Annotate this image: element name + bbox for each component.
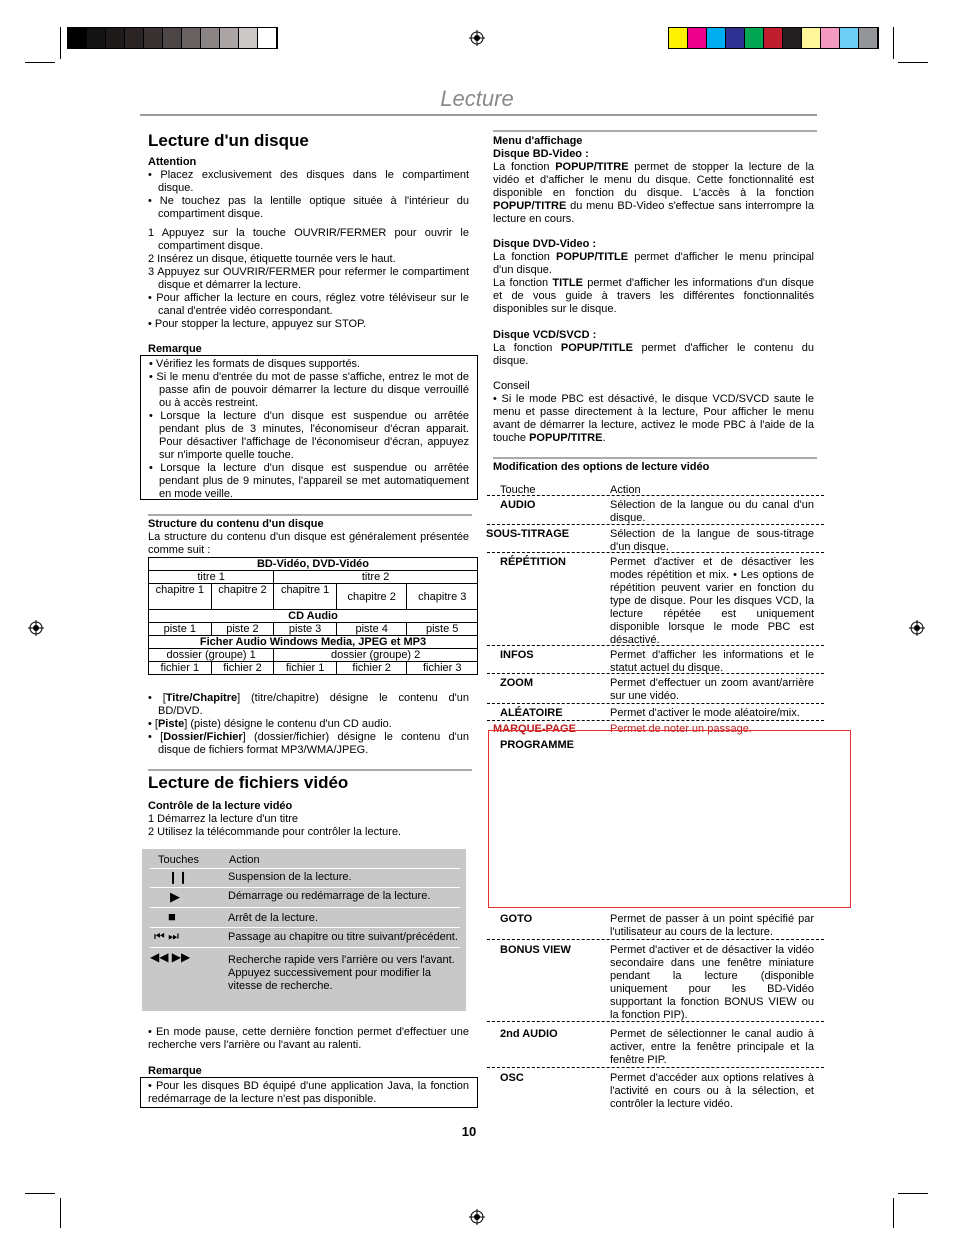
table-cell: chapitre 1 [274, 584, 337, 610]
color-swatch [688, 28, 707, 48]
controle-step: 2 Utilisez la télécommande pour contrôler la lecture. [148, 826, 402, 838]
highlight-box [488, 730, 851, 908]
remarque2-label: Remarque [148, 1065, 202, 1077]
controle-step: 1 Démarrez la lecture d'un titre [148, 813, 299, 825]
row-divider [487, 1067, 824, 1068]
row-divider [487, 720, 824, 721]
keys-table [142, 849, 466, 1011]
crop-mark [893, 27, 894, 59]
play-icon: ▶ [170, 889, 180, 904]
search-fast-icon: ◀◀ ▶▶ [150, 950, 191, 964]
grayscale-color-bar [67, 27, 278, 49]
option-key: 2nd AUDIO [500, 1028, 558, 1040]
option-key: PROGRAMME [500, 739, 574, 751]
option-key: AUDIO [500, 499, 536, 511]
step-item: • Pour afficher la lecture en cours, réglez votre téléviseur sur le canal d'entrée vidéo correspondant. [148, 292, 469, 317]
crop-mark [898, 62, 928, 63]
dvd-label: Disque DVD-Video : [493, 238, 597, 250]
option-action: Permet de passer à un point spécifié par l'utilisateur au cours de la lecture. [610, 913, 814, 938]
dvd-text-2: La fonction TITLE permet d'afficher les informations d'un disque et de vous guide à travers les différentes fonctionnalités disponibles sur le disque. [493, 277, 814, 315]
vcd-text: La fonction POPUP/TITLE permet d'afficher le contenu du disque. [493, 342, 814, 367]
option-key: INFOS [500, 649, 534, 661]
table-cell: dossier (groupe) 1 [149, 649, 274, 662]
attention-item: • Ne touchez pas la lentille optique située à l'intérieur du compartiment disque. [148, 195, 469, 220]
designations-list [148, 692, 469, 757]
keys-header-row [150, 852, 460, 869]
vcd-label: Disque VCD/SVCD : [493, 329, 597, 341]
row-divider [487, 552, 824, 553]
color-swatch [220, 28, 239, 48]
option-key: ZOOM [500, 677, 533, 689]
section-rule [493, 457, 817, 459]
option-key: BONUS VIEW [500, 944, 571, 956]
option-key: GOTO [500, 913, 533, 925]
color-swatch [144, 28, 163, 48]
table-cell: piste 5 [407, 623, 478, 636]
option-action: Sélection de la langue de sous-titrage d'un disque. [610, 528, 814, 553]
option-action: Permet d'afficher les informations et le statut actuel du disque. [610, 649, 814, 674]
color-swatch [258, 28, 277, 48]
color-swatch [859, 28, 878, 48]
section-title-lecture-disque: Lecture d'un disque [148, 131, 309, 150]
color-swatch [182, 28, 201, 48]
table-header-cd: CD Audio [149, 610, 478, 623]
menu-label: Menu d'affichage [493, 135, 583, 147]
table-cell: chapitre 2 [211, 584, 274, 610]
steps-list [148, 227, 469, 331]
keys-header-touches: Touches [158, 854, 199, 866]
conseil-label: Conseil [493, 380, 530, 392]
row-divider [487, 939, 824, 940]
color-swatch [669, 28, 688, 48]
key-action-text: Recherche rapide vers l'arrière ou vers l'avant. Appuyez successivement pour modifier la vitesse de recherche. [228, 954, 455, 992]
section-rule [493, 130, 817, 132]
keys-header-action: Action [229, 854, 260, 866]
page-title: Lecture [440, 86, 514, 111]
table-cell: fichier 3 [407, 662, 478, 675]
structure-intro: La structure du contenu d'un disque est généralement présentée comme suit : [148, 531, 469, 556]
table-header-bd: BD-Vidéo, DVD-Vidéo [149, 558, 478, 571]
crop-mark [893, 1198, 894, 1228]
color-swatch [163, 28, 182, 48]
color-swatch [764, 28, 783, 48]
remarque-item: • Si le menu d'entrée du mot de passe s'affiche, entrez le mot de passe afin de pouvoir démarrer la lecture du disque verrouillé ou à accès restreint. [149, 371, 469, 409]
registration-mark-icon [469, 1209, 485, 1225]
color-swatch [201, 28, 220, 48]
table-cell: fichier 2 [336, 662, 407, 675]
table-cell: dossier (groupe) 2 [274, 649, 478, 662]
crop-mark [25, 62, 55, 63]
option-key: SOUS-TITRAGE [486, 528, 570, 540]
color-swatch [726, 28, 745, 48]
table-cell: piste 2 [211, 623, 274, 636]
color-swatch [68, 28, 87, 48]
conseil-text: • Si le mode PBC est désactivé, le disque VCD/SVCD saute le menu et passe directement à la lecture, Pour afficher le menu avant de démarrer la lecture, activez le mode PBC à l'aide de la touche POPUP/TITRE. [493, 393, 814, 444]
option-action: Permet d'accéder aux options relatives à l'activité en cours ou à la sélection, et contrôler la lecture vidéo. [610, 1072, 814, 1110]
table-cell: piste 1 [149, 623, 212, 636]
stop-icon: ■ [168, 909, 176, 924]
color-swatch [106, 28, 125, 48]
table-cell: piste 4 [336, 623, 407, 636]
color-swatch [239, 28, 258, 48]
registration-mark-icon [909, 620, 925, 636]
option-key: OSC [500, 1072, 524, 1084]
option-action: Permet de sélectionner le canal audio à activer, entre la fenêtre principale et la fenêtre PIP. [610, 1028, 814, 1066]
page-number: 10 [461, 1124, 477, 1139]
step-item: • Pour stopper la lecture, appuyez sur STOP. [148, 318, 367, 330]
remarque-item: • Vérifiez les formats de disques supportés. [149, 358, 361, 370]
section-rule [148, 514, 472, 516]
option-key: RÉPÉTITION [500, 556, 567, 568]
table-cell: fichier 2 [211, 662, 274, 675]
table-cell: chapitre 2 [336, 584, 407, 610]
table-cell: fichier 1 [274, 662, 337, 675]
options-header-action: Action [610, 484, 641, 496]
remarque-item: • Lorsque la lecture d'un disque est suspendue ou arrêtée pendant plus de 3 minutes, l'économiseur d'écran apparait. Pour désactiver l'affichage de l'économiseur d'écran, appuyez sur n'importe quelle touche. [149, 410, 469, 461]
remarque-box [140, 355, 478, 500]
crop-mark [898, 1193, 928, 1194]
row-divider [487, 703, 824, 704]
dvd-text-1: La fonction POPUP/TITLE permet d'afficher le menu principal d'un disque. [493, 251, 815, 276]
color-swatch [745, 28, 764, 48]
section-title-fichiers-video: Lecture de fichiers vidéo [148, 773, 349, 792]
row-divider [487, 524, 824, 525]
pause-note: • En mode pause, cette dernière fonction permet d'effectuer une recherche vers l'arrière ou l'avant au ralenti. [148, 1026, 469, 1051]
key-action-text: Démarrage ou redémarrage de la lecture. [228, 890, 431, 902]
bd-text: La fonction POPUP/TITRE permet de stopper la lecture de la vidéo et d'afficher le menu du disque. Cette fonctionnalité est disponible en fonction du disque. L'accès à la fonction POPUP/TITRE du menu BD-Video s'effectue sans interrompre la lecture en cours. [493, 161, 815, 225]
section-rule [148, 769, 472, 771]
color-swatch [125, 28, 144, 48]
table-row [150, 948, 460, 1008]
table-row [150, 908, 460, 928]
color-swatch [821, 28, 840, 48]
cmyk-color-bar [668, 27, 879, 49]
pause-icon: ❙❙ [168, 870, 189, 884]
step-item: 2 Insérez un disque, étiquette tournée vers le haut. [148, 253, 396, 265]
modif-label: Modification des options de lecture vidéo [493, 461, 710, 473]
crop-mark [60, 27, 61, 59]
row-divider [487, 495, 824, 496]
table-header-fichier: Ficher Audio Windows Media, JPEG et MP3 [149, 636, 478, 649]
attention-label: Attention [148, 156, 197, 168]
table-cell: chapitre 3 [407, 584, 478, 610]
color-swatch [802, 28, 821, 48]
step-item: 3 Appuyez sur OUVRIR/FERMER pour refermer le compartiment disque et démarrer la lecture. [148, 266, 469, 291]
row-divider [487, 645, 824, 646]
crop-mark [60, 1198, 61, 1228]
option-action: Sélection de la langue ou du canal d'un disque. [610, 499, 814, 524]
remarque2-box [140, 1077, 478, 1108]
designation-item: • [Dossier/Fichier] (dossier/fichier) désigne le contenu d'un disque de fichiers format MP3/WMA/JPEG. [148, 731, 469, 756]
attention-item: • Placez exclusivement des disques dans le compartiment disque. [148, 169, 469, 194]
remarque-label: Remarque [148, 343, 202, 355]
key-action-text: Suspension de la lecture. [228, 871, 352, 883]
key-action-text: Passage au chapitre ou titre suivant/précédent. [228, 931, 458, 943]
option-action: Permet d'activer et de désactiver la vidéo secondaire dans une fenêtre miniature pendant la lecture (disponible uniquement pour les BD-Vidéo supportant la fonction BONUS VIEW ou la fonction PIP). [610, 944, 814, 1021]
option-action: Permet d'effectuer un zoom avant/arrière sur une vidéo. [610, 677, 814, 702]
remarque-item: • Lorsque la lecture d'un disque est suspendue ou arrêtée pendant plus de 9 minutes, l'appareil se met automatiquement en mode veille. [149, 462, 469, 500]
registration-mark-icon [28, 620, 44, 636]
disc-structure-table [148, 557, 478, 675]
table-cell: piste 3 [274, 623, 337, 636]
color-swatch [87, 28, 106, 48]
crop-mark [25, 1193, 55, 1194]
row-divider [487, 1021, 824, 1022]
designation-item: • [Piste] (piste) désigne le contenu d'un CD audio. [148, 718, 392, 730]
designation-item: • [Titre/Chapitre] (titre/chapitre) désigne le contenu d'un BD/DVD. [148, 692, 469, 717]
skip-icon: ⏮ ⏭ [154, 929, 179, 943]
options-header-touche: Touche [500, 484, 536, 496]
step-item: 1 Appuyez sur la touche OUVRIR/FERMER pour ouvrir le compartiment disque. [148, 227, 469, 252]
color-swatch [707, 28, 726, 48]
color-swatch [783, 28, 802, 48]
option-key: MARQUE-PAGE [493, 723, 576, 735]
table-cell: chapitre 1 [149, 584, 212, 610]
table-row [150, 928, 460, 948]
controle-steps [148, 813, 469, 839]
remarque2-text: • Pour les disques BD équipé d'une application Java, la fonction redémarrage de la lecture n'est pas disponible. [148, 1080, 469, 1105]
registration-mark-icon [469, 30, 485, 46]
color-swatch [840, 28, 859, 48]
row-divider [487, 673, 824, 674]
table-cell: titre 2 [274, 571, 478, 584]
key-action-text: Arrêt de la lecture. [228, 912, 318, 924]
table-cell: titre 1 [149, 571, 274, 584]
attention-list [148, 169, 469, 221]
option-action: Permet d'activer le mode aléatoire/mix. [610, 707, 800, 719]
table-row [150, 888, 460, 908]
table-row [150, 869, 460, 888]
option-key: ALÉATOIRE [500, 707, 563, 719]
structure-label: Structure du contenu d'un disque [148, 518, 324, 530]
bd-label: Disque BD-Video : [493, 148, 589, 160]
header-rule [140, 114, 817, 116]
option-action: Permet de noter un passage. [610, 723, 752, 735]
option-action: Permet d'activer et de désactiver les modes répétition et mix. • Les options de répétition peuvent varier en fonction du type de disque. Pour les disques VCD, la lecture répétée est uniquement disponible lorsque le mode PBC est désactivé. [610, 556, 814, 646]
controle-label: Contrôle de la lecture vidéo [148, 800, 293, 812]
table-cell: fichier 1 [149, 662, 212, 675]
